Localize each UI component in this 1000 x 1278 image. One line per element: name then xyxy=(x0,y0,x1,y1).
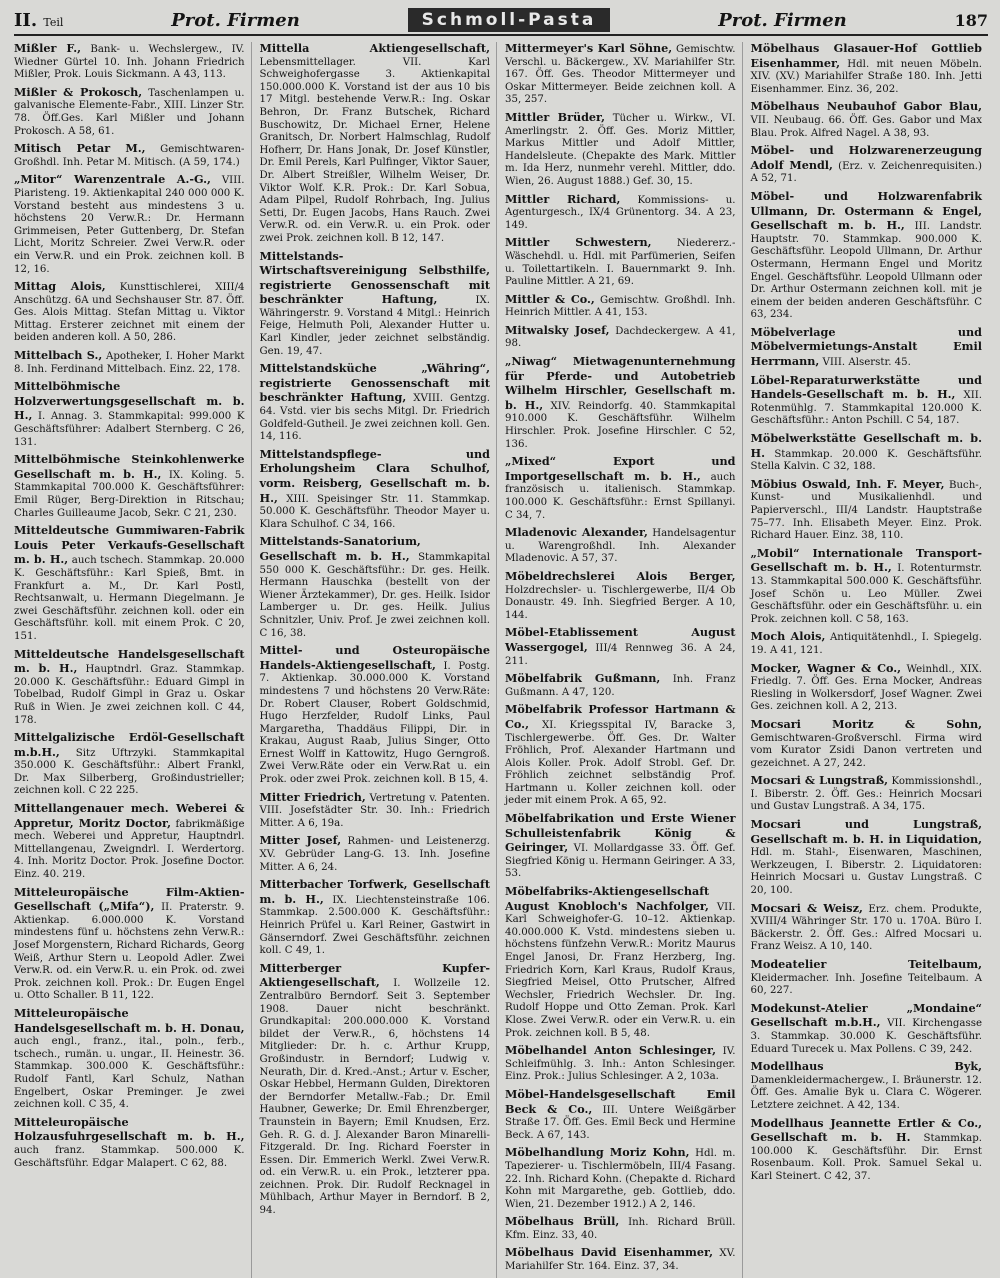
part-label: II. Teil xyxy=(14,9,64,31)
entry-text: auch franz. Stammkap. 500.000 K. Geschäftsführ. Edgar Malapert. C 62, 88. xyxy=(14,1144,245,1169)
entry-text: XV. Mariahilfer Str. 164. Einz. 37, 34. xyxy=(505,1248,736,1273)
entry-text: XI. Kriegsspital IV, Baracke 3, Tischlergewerbe. Öff. Ges. Dr. Walter Fröhlich, Prof. Alexander Hartmann und Alois Koller. Prok. Adolf Strobl. Gef. Dr. Fröhlich zeichnet selbständig Prof. Hartmann u. Koller zeichnen koll. oder jeder mit einem Prok. A 65, 92. xyxy=(505,719,736,807)
directory-entry xyxy=(751,144,983,186)
column-3 xyxy=(505,42,743,1278)
firm-name: Mittelgalizische Erdöl-Gesellschaft m.b.H., xyxy=(14,730,245,759)
entry-text: I. Wollzeile 12. Zentralbüro Berndorf. Seit 3. September 1908. Dauer nicht beschränkt. Grundkapital: 200.000.000 K. Vorstand bildet der Verw.R., 6, höchstens 14 Mitglieder: Dr. h. c. Arthur Krupp, Großindustr. in Berndorf; Ludwig v. Neurath, Dir. d. Kred.-Anst.; Artur v. Escher, Oskar Hebbel, Hermann Gulden, Direktoren der Berndorfer Metallw.-Fab.; Dr. Emil Haubner, Gewerke; Dr. Emil Ehrenzberger, Traunstein in Bayern; Emil Knudsen, Erz. Geh. R. G. d. J. Alexander Baron Minarelli-Fitzgerald. Dr. Ing. Richard Foerster in Essen. Dir. Emmerich Werkl. Zwei Verw.R. od. ein Verw.R. u. ein Prok., letzterer ppa. zeichnen. Prok. Dir. Rudolf Recknagel in Mühlbach, Arthur Mayer in Berndorf. B 2, 94. xyxy=(259,978,490,1217)
firm-name: Mitter Friedrich, xyxy=(259,789,366,804)
entry-text: XIV. Reindorfg. 40. Stammkapital 910.000 K. Geschäftsführ. Wilhelm Hirschler. Prok. Josefine Hirschler. C 52, 136. xyxy=(505,400,736,450)
directory-entry xyxy=(505,1246,736,1273)
firm-name: Möbelhaus Glasauer-Hof Gottlieb Eisenhammer, xyxy=(750,41,982,70)
directory-entry xyxy=(14,1007,245,1112)
directory-entry xyxy=(505,355,736,451)
entry-text: IV. Schleifmühlg. 3. Inh.: Anton Schlesinger. Einz. Prok.: Julius Schlesinger. A 2, 103a. xyxy=(505,1046,736,1083)
firm-name: Mitterberger Kupfer-Aktiengesellschaft, xyxy=(259,960,490,990)
directory-entry xyxy=(260,791,491,831)
firm-name: Möbelhaus David Eisenhammer, xyxy=(505,1245,713,1260)
directory-entry xyxy=(260,878,491,958)
firm-name: Möbelhandel Anton Schlesinger, xyxy=(505,1043,716,1058)
firm-name: Mittler Schwestern, xyxy=(505,235,652,250)
entry-text: Stammkap. 20.000 K. Geschäftsführ. Stella Kalvin. C 32, 188. xyxy=(750,448,982,473)
entry-text: VII. Neubaug. 66. Öff. Ges. Gabor und Max Blau. Prok. Alfred Nagel. A 38, 93. xyxy=(750,114,982,139)
directory-entry xyxy=(14,42,245,82)
entry-text: Tücher u. Wirkw., VI. Amerlingstr. 2. Öff. Ges. Moriz Mittler, Markus Mittler und Adolf Mittler, Handelsleute. (Chepakte des Mark. Mittler m. Ida Herz, nunmehr verehl. Mittler, ddo. Wien, 26. August 1888.) Gef. 30, 15. xyxy=(505,112,736,187)
entry-text: Damenkleidermachergew., I. Bräunerstr. 12. Öff. Ges. Amalie Byk u. Clara C. Wögerer. Letztere zeichnet. A 42, 134. xyxy=(750,1074,982,1111)
firm-name: Mocsari und Lungstraß, Gesellschaft m. b. H. in Liquidation, xyxy=(750,817,982,846)
firm-name: Mitteldeutsche Gummiwaren-Fabrik Louis Peter Verkaufs-Gesellschaft m. b. H., xyxy=(14,523,245,567)
entry-text: Stammkapital 550 000 K. Geschäftsführ.: Dr. ges. Heilk. Hermann Hauschka (bestellt von der Wiener Ärztekammer), Dr. ges. Heilk. Isidor Lamberger u. Dr. ges. Heilk. Julius Schnitzler, Univ. Prof. Je zwei zeichnen koll. C 16, 38. xyxy=(259,551,490,639)
entry-text: Kleidermacher. Inh. Josefine Teitelbaum. A 60, 227. xyxy=(750,972,982,997)
directory-entry xyxy=(751,1002,983,1056)
entry-text: Hdl. m. Tapezierer- u. Tischlermöbeln, III/4 Fasang. 22. Inh. Richard Kohn. (Chepakte d. Richard Kohn mit Margarethe, geb. Gottlieb, ddo. Wien, 21. Dezember 1912.) A 2, 146. xyxy=(505,1148,736,1210)
directory-entry xyxy=(505,626,736,668)
entry-text: III. Untere Weißgärber Straße 17. Öff. Ges. Emil Beck und Hermine Beck. A 67, 143. xyxy=(505,1104,736,1141)
directory-entry xyxy=(260,250,491,359)
firm-name: Mittag Alois, xyxy=(14,279,106,294)
firm-name: Mitteleuropäische Film-Aktien-Gesellschaft („Mifa“), xyxy=(14,884,245,914)
directory-entry xyxy=(260,834,491,874)
directory-entry xyxy=(14,280,245,345)
column-4 xyxy=(751,42,989,1278)
firm-name: „Mixed“ Export und Importgesellschaft m. b. H., xyxy=(505,454,736,483)
firm-name: Möbelhandlung Moriz Kohn, xyxy=(505,1145,690,1160)
entry-text: I. Rotenturmstr. 13. Stammkapital 500.000 K. Geschäftsführ. Josef Schön u. Leo Müller. Zwei Geschäftsführ. oder ein Geschäftsführ. u. ein Prok. zeichnen koll. C 58, 163. xyxy=(750,563,982,625)
directory-entry xyxy=(505,1088,736,1142)
directory-entry xyxy=(14,453,245,520)
directory-entry xyxy=(14,173,245,276)
firm-name: Möbelfabrikation und Erste Wiener Schulleistenfabrik König & Geiringer, xyxy=(505,811,736,855)
entry-text: Apotheker, I. Hoher Markt 8. Inh. Ferdinand Mittelbach. Einz. 22, 178. xyxy=(14,351,245,375)
entry-text: XII. Rotenmühlg. 7. Stammkapital 120.000 K. Geschäftsführ.: Anton Pschill. C 54, 187. xyxy=(750,390,982,427)
entry-text: Kommissions- u. Agenturgesch., IX/4 Grünentorg. 34. A 23, 149. xyxy=(505,194,736,231)
firm-name: Mittelböhmische Holzverwertungsgesellschaft m. b. H., xyxy=(14,379,245,423)
entry-text: auch engl., franz., ital., poln., ferb., tschech., rumän. u. ungar., II. Heinestr. 36. Stammkap. 300.000 K. Geschäftsführ.: Rudolf Fantl, Karl Schulz, Nathan Engelbert, Oskar Preminger. Je zwei zeichnen koll. C 35, 4. xyxy=(14,1036,245,1111)
directory-entry xyxy=(505,193,736,233)
firm-name: Möbius Oswald, Inh. F. Meyer, xyxy=(750,476,945,491)
entry-text: I. Annag. 3. Stammkapital: 999.000 K Geschäftsführer: Adalbert Sternberg. C 26, 131. xyxy=(14,411,245,448)
publisher-banner: Schmoll-Pasta xyxy=(408,8,611,32)
entry-text: Hdl. mit neuen Möbeln. XIV. (XV.) Mariahilfer Straße 180. Inh. Jetti Eisenhammer. Einz. 36, 202. xyxy=(750,58,982,95)
firm-name: Möbel- und Holzwarenerzeugung Adolf Mendl, xyxy=(750,143,982,172)
directory-entry xyxy=(14,648,245,728)
directory-entry xyxy=(260,448,491,532)
directory-entry xyxy=(505,1044,736,1084)
firm-name: Mittelstandsküche „Währing“, registrierte Genossenschaft mit beschränkter Haftung, xyxy=(259,361,490,405)
entry-text: IX. Liechtensteinstraße 106. Stammkap. 2.500.000 K. Geschäftsführ.: Heinrich Prüfel u. Karl Reiner, Gastwirt in Gänserndorf. Zwei Geschäftsführ. zeichnen koll. C 49, 1. xyxy=(259,894,490,957)
entry-text: Gemischtwaren-Großverschl. Firma wird vom Kurator Zsidi Danon vertreten und gezeichnet. A 27, 242. xyxy=(750,732,982,769)
directory-entry xyxy=(14,86,245,138)
entry-text: XIII. Speisinger Str. 11. Stammkap. 50.000 K. Geschäftsführ. Theodor Mayer u. Klara Schulhof. C 34, 166. xyxy=(259,493,490,530)
firm-name: Möbel-Etablissement August Wassergogel, xyxy=(505,625,736,654)
firm-name: Modellhaus Byk, xyxy=(750,1059,982,1074)
entry-text: Holzdrechsler- u. Tischlergewerbe, II/4 Ob Donaustr. 49. Inh. Siegfried Berger. A 10, 144. xyxy=(505,584,736,621)
directory-entry xyxy=(14,802,245,882)
directory-entry xyxy=(751,630,983,657)
firm-name: Möbelfabriks-Aktiengesellschaft August Knobloch's Nachfolger, xyxy=(505,884,710,913)
directory-entry xyxy=(14,380,245,449)
directory-entry xyxy=(751,547,983,627)
firm-name: Mitteldeutsche Handelsgesellschaft m. b. H., xyxy=(14,646,245,676)
firm-name: Mittelstands-Wirtschaftsvereinigung Selbsthilfe, registrierte Genossenschaft mit beschränkter Haftung, xyxy=(259,248,490,307)
directory-entry xyxy=(505,293,736,320)
firm-name: Mittellangenauer mech. Weberei & Appretur, Moritz Doctor, xyxy=(14,801,245,830)
entry-text: Gemischtw. Verschl. u. Bäckergew., XV. Mariahilfer Str. 167. Öff. Ges. Theodor Mittermeyer und Oskar Mittermeyer. Beide zeichnen koll. A 35, 257. xyxy=(505,44,736,106)
firm-name: Modekunst-Atelier „Mondaine“ Gesellschaft m.b.H., xyxy=(750,1000,982,1030)
entry-text: Inh. Franz Gußmann. A 47, 120. xyxy=(505,674,736,698)
directory-entry xyxy=(751,326,983,370)
entry-text: Rahmen- und Leistenerzg. XV. Gebrüder Lang-G. 13. Inh. Josefine Mitter. A 6, 24. xyxy=(259,836,490,873)
directory-entry xyxy=(260,644,491,787)
directory-entry xyxy=(751,432,983,474)
firm-name: Mitisch Petar M., xyxy=(14,141,146,156)
firm-name: Mittella Aktiengesellschaft, xyxy=(259,41,490,55)
firm-name: Möbelfabrik Professor Hartmann & Co., xyxy=(505,702,736,731)
directory-entry xyxy=(751,1117,983,1184)
entry-text: VII. Kirchengasse 3. Stammkap. 30.000 K. Geschäftsführ. Eduard Turecek u. Max Pollens. C 39, 242. xyxy=(750,1018,982,1055)
firm-name: Mittelbach S., xyxy=(14,348,103,363)
directory-entry xyxy=(505,42,736,107)
entry-text: Taschenlampen u. galvanische Elemente-Fabr., XIII. Linzer Str. 78. Öff.Ges. Karl Mißler und Johann Prokosch. A 58, 61. xyxy=(14,87,245,137)
entry-text: fabrikmäßige mech. Weberei und Appretur, Hauptndrl. Mittellangenau, Zweigndrl. I. Werdertorg. 4. Inh. Moritz Doctor. Prok. Josefine Doctor. Einz. 40. 219. xyxy=(14,818,245,881)
entry-text: (Erz. v. Zeichenrequisiten.) A 52, 71. xyxy=(750,160,982,185)
directory-entry xyxy=(505,885,736,1040)
entry-text: Gemischtwaren-Großhdl. Inh. Petar M. Mitisch. (A 59, 174.) xyxy=(14,144,245,168)
firm-name: „Mitor“ Warenzentrale A.-G., xyxy=(14,172,211,187)
directory-entry xyxy=(505,570,736,622)
entry-text: VII. Karl Schweighofer-G. 10–12. Aktienkap. 40.000.000 K. Vstd. mindestens sieben u. höchstens fünfzehn Verw.R.: Moritz Maurus Engel Janosi, Dr. Franz Herzberg, Ing. Friedrich Korn, Karl Kraus, Rudolf Kraus, Siegfried Meisel, Otto Prutscher, Alfred Wechsler, Friedrich Wechsler. Dr. Ing. Rudolf Hoppe und Otto Zeman. Prok. Karl Klose. Zwei Verw.R. oder ein Verw.R. u. ein Prok. zeichnen koll. B 5, 48. xyxy=(505,901,736,1039)
directory-entry xyxy=(505,1215,736,1242)
firm-name: Moch Alois, xyxy=(750,629,826,644)
entry-text: VIII. Alserstr. 45. xyxy=(822,357,911,369)
entry-text: III/4 Rennweg 36. A 24, 211. xyxy=(505,642,736,667)
entry-text: Bank- u. Wechslergew., IV. Wiedner Gürtel 10. Inh. Johann Friedrich Mißler, Prok. Louis Sickmann. A 43, 113. xyxy=(14,44,245,81)
firm-name: Mocsari Moritz & Sohn, xyxy=(750,716,982,731)
firm-name: Mittler & Co., xyxy=(505,291,595,306)
firm-name: Möbel-Handelsgesellschaft Emil Beck & Co., xyxy=(505,1086,736,1116)
entry-text: Handelsagentur u. Warengroßhdl. Inh. Alexander Mladenovic. A 57, 37. xyxy=(505,528,736,565)
directory-entry xyxy=(260,962,491,1218)
entry-text: Weinhdl., XIX. Friedlg. 7. Öff. Ges. Erna Mocker, Andreas Riesling in Wolkersdorf, Josef Wagner. Zwei Ges. zeichnen koll. A 2, 213. xyxy=(750,663,983,713)
entry-text: VIII. Piaristeng. 19. Aktienkapital 240 000 000 K. Vorstand besteht aus mindestens 3 u. höchstens 20 Verw.R.: Dr. Hermann Grimmeisen, Peter Guttenberg, Dr. Stefan Licht, Moritz Schreier. Zwei Verw.R. oder ein Verw.R. und ein Prok. zeichnen koll. B 12, 16. xyxy=(14,175,245,275)
columns-container xyxy=(14,41,988,1273)
firm-name: Löbel-Reparaturwerkstätte und Handels-Gesellschaft m. b. H., xyxy=(750,372,982,402)
directory-entry xyxy=(505,812,736,881)
entry-text: auch französisch u. italienisch. Stammkap. 100.000 K. Geschäftsführ.: Ernst Spillanyi. C 34, 7. xyxy=(505,471,736,521)
directory-entry xyxy=(14,731,245,798)
entry-text: III. Landstr. Hauptstr. 70. Stammkap. 900.000 K. Geschäftsführ. Leopold Ullmann, Dr. Arthur Ostermann, Hermann Engel und Moritz Engel. Geschäftsführ. Leopold Ullmann oder Dr. Arthur Ostermann zeichnen koll. mit je einem der beiden anderen Geschäftsführ. C 63, 234. xyxy=(750,221,983,321)
firm-name: Mocker, Wagner & Co., xyxy=(750,660,902,675)
directory-entry xyxy=(751,774,983,814)
firm-name: Mladenovic Alexander, xyxy=(505,525,648,540)
firm-name: Möbel- und Holzwarenfabrik Ullmann, Dr. Ostermann & Engel, Gesellschaft m. b. H., xyxy=(750,188,982,233)
firm-name: Möbelhaus Neubauhof Gabor Blau, xyxy=(750,99,982,114)
entry-text: Hdl. m. Stahl-, Eisenwaren, Maschinen, Werkzeugen, I. Biberstr. 2. Liquidatoren: Heinrich Mocsari u. Gustav Lungstraß. C 20, 100. xyxy=(750,847,982,897)
directory-entry xyxy=(505,111,736,189)
entry-text: Sitz Uftrzyki. Stammkapital 350.000 K. Geschäftsführ.: Albert Frankl, Dr. Max Silberberg, Großindustrieller; zeichnen koll. C 22 225. xyxy=(14,747,245,797)
firm-name: Mitter Josef, xyxy=(259,833,342,848)
directory-entry xyxy=(260,42,491,246)
directory-entry xyxy=(260,535,491,640)
entry-text: auch tschech. Stammkap. 20.000 K. Geschäftsführ.: Karl Spieß, Bmt. in Frankfurt a. M., Dr. Karl Postl, Rechtsanwalt, u. Hermann Diegelmann. Je zwei Geschäftsführ. zeichnen koll. oder ein Geschäftsführ. koll. mit einem Prok. C 20, 151. xyxy=(14,555,245,642)
entry-text: Hauptndrl. Graz. Stammkap. 20.000 K. Geschäftsführ.: Eduard Gimpl in Tobelbad, Rudolf Gimpl in Graz u. Oskar Ruß in Wien. Je zwei zeichnen koll. C 44, 178. xyxy=(14,664,245,726)
directory-entry xyxy=(14,349,245,376)
entry-text: II. Praterstr. 9. Aktienkap. 6.000.000 K. Vorstand mindestens fünf u. höchstens zehn Verw.R.: Josef Morgenstern, Richard Richards, Georg Weiß, Arthur Stern u. Leopold Adler. Zwei Verw.R. od. ein Verw.R. u. ein Prok. od. zwei Prok. zeichnen koll. Prok.: Dr. Eugen Engel u. Otto Schaller. B 11, 122. xyxy=(14,902,245,1002)
entry-text: IX. Koling. 5. Stammkapital 700.000 K. Geschäftsführer: Emil Rüger, Berg-Direktion in Ritschau; Charles Guilleaume Jacob, Sekr. C 21, 230. xyxy=(14,469,245,519)
entry-text: Kommissionshdl., I. Biberstr. 2. Öff. Ges.: Heinrich Mocsari und Gustav Lungstraß. A 34, 175. xyxy=(750,776,982,813)
entry-text: Inh. Richard Brüll. Kfm. Einz. 33, 40. xyxy=(505,1217,736,1241)
firm-name: Mittel- und Osteuropäische Handels-Aktiengesellschaft, xyxy=(259,643,490,672)
entry-text: Stammkap. 100.000 K. Geschäftsführ. Dir. Ernst Rosenbaum. Koll. Prok. Samuel Sekal u. Karl Steinert. C 42, 37. xyxy=(750,1133,982,1182)
section-title-right: Prot. Firmen xyxy=(718,9,847,31)
firm-name: Modellhaus Jeannette Ertler & Co., Gesellschaft m. b. H. xyxy=(750,1115,982,1145)
directory-entry xyxy=(751,662,983,714)
directory-entry xyxy=(14,142,245,169)
firm-name: „Mobil“ Internationale Transport-Gesellschaft m. b. H., xyxy=(750,545,982,575)
entry-text: I. Postg. 7. Aktienkap. 30.000.000 K. Vorstand mindestens 7 und höchstens 20 Verw.Räte: Dr. Robert Clauser, Robert Goldschmid, Hugo Herzfelder, Rudolf Links, Paul Margaretha, Thaddäus Filippi, Dir. in Krakau, August Raab, Julius Singer, Otto Ernest Wolff in Kattowitz, Hugo Gerngroß. Zwei Verw.Räte oder ein Verw.Rat u. ein Prok. oder zwei Prok. zeichnen koll. B 15, 4. xyxy=(259,660,490,786)
firm-name: Mitwalsky Josef, xyxy=(505,322,610,337)
firm-name: Mittelstandspflege- und Erholungsheim Clara Schulhof, vorm. Reisberg, Gesellschaft m. b. H., xyxy=(259,446,490,505)
firm-name: Mitterbacher Torfwerk, Gesellschaft m. b. H., xyxy=(259,877,490,906)
entry-text: Kunsttischlerei, XIII/4 Anschützg. 6A und Sechshauser Str. 87. Öff. Ges. Alois Mittag. Stefan Mittag u. Viktor Mittag. Ersterer zeichnet mit einem der beiden anderen koll. A 50, 286. xyxy=(14,282,245,344)
firm-name: Möbelhaus Brüll, xyxy=(505,1214,620,1229)
directory-entry xyxy=(14,886,245,1003)
firm-name: Mittermeyer's Karl Söhne, xyxy=(505,41,673,55)
column-2 xyxy=(260,42,498,1278)
entry-text: Niedererz.- Wäschehdl. u. Hdl. mit Parfümerien, Seifen u. Toilettartikeln. I. Bauernmarkt 9. Inh. Pauline Mittler. A 21, 69. xyxy=(505,238,736,288)
firm-name: Mocsari & Weisz, xyxy=(750,900,863,915)
entry-text: Dachdeckergew. A 41, 98. xyxy=(505,325,736,350)
entry-text: XVIII. Gentzg. 64. Vstd. vier bis sechs Mitgl. Dr. Friedrich Goldfeld-Gutheil. Je zwei zeichnen koll. Gen. 14, 116. xyxy=(259,393,490,443)
directory-entry xyxy=(751,190,983,322)
directory-entry xyxy=(751,902,983,954)
directory-entry xyxy=(751,100,983,140)
directory-entry xyxy=(505,455,736,522)
firm-name: Möbelwerkstätte Gesellschaft m. b. H. xyxy=(750,431,982,460)
firm-name: Mitteleuropäische Holzausfuhrgesellschaft m. b. H., xyxy=(14,1114,245,1144)
directory-entry xyxy=(505,703,736,808)
firm-name: Modeatelier Teitelbaum, xyxy=(750,957,982,971)
directory-entry xyxy=(751,1060,983,1112)
entry-text: Vertretung v. Patenten. VIII. Josefstädter Str. 30. Inh.: Friedrich Mitter. A 6, 19a. xyxy=(259,792,490,829)
directory-entry xyxy=(751,818,983,898)
column-1 xyxy=(14,42,252,1278)
entry-text: VI. Mollardgasse 33. Öff. Gef. Siegfried König u. Hermann Geiringer. A 33, 53. xyxy=(505,843,736,880)
directory-entry xyxy=(751,42,983,96)
directory-entry xyxy=(505,672,736,699)
firm-name: Mittelstands-Sanatorium, Gesellschaft m. b. H., xyxy=(259,534,421,563)
firm-name: Mittelböhmische Steinkohlenwerke Gesellschaft m. b. H., xyxy=(14,452,245,481)
directory-entry xyxy=(505,324,736,351)
directory-entry xyxy=(14,524,245,643)
directory-entry xyxy=(505,526,736,566)
page-number: 187 xyxy=(954,10,988,30)
firm-name: Mocsari & Lungstraß, xyxy=(750,773,889,788)
firm-name: Mitteleuropäische Handelsgesellschaft m. b. H. Donau, xyxy=(14,1005,245,1035)
entry-text: Lebensmittellager. VII. Karl Schweighofergasse 3. Aktienkapital 150.000.000 K. Vorstand ist der aus 10 bis 17 Mitgl. bestehende Verw.R.: Ing. Oskar Behron, Dr. Franz Butschek, Richard Buschowitz, Dr. Michael Erner, Helene Granitsch, Dr. Norbert Halmschlag, Rudolf Hofherr, Dr. Hans Jonak, Dr. Josef Künstler, Dr. Emil Perels, Karl Pulfinger, Viktor Sauer, Dr. Albert Streißler, Wilhelm Weiser, Dr. Viktor Wolf. K.R. Prok.: Dr. Karl Sobua, Adam Pilpel, Rudolf Rohrbach, Ing. Julius Setti, Dr. Eugen Jacobs, Hans Rauch. Zwei Verw.R. od. ein Verw.R. u. ein Prok. oder zwei Prok. zeichnen koll. B 12, 147. xyxy=(259,56,490,244)
firm-name: Mißler F., xyxy=(14,41,82,55)
entry-text: Antiquitätenhdl., I. Spiegelg. 19. A 41, 121. xyxy=(750,632,982,656)
directory-entry xyxy=(260,362,491,444)
page-header xyxy=(14,6,988,36)
firm-name: Mittler Brüder, xyxy=(505,109,606,124)
entry-text: Gemischtw. Großhdl. Inh. Heinrich Mittler. A 41, 153. xyxy=(505,294,736,319)
directory-entry xyxy=(751,478,983,543)
firm-name: Möbeldrechslerei Alois Berger, xyxy=(505,568,736,583)
directory-entry xyxy=(751,958,983,998)
entry-text: Buch-, Kunst- und Musikalienhdl. und Papierverschl., III/4 Landstr. Hauptstraße 75–77. Inh. Elisabeth Meyer. Einz. Prok. Richard Hauer. Einz. 38, 110. xyxy=(750,479,982,542)
directory-entry xyxy=(751,374,983,428)
firm-name: Möbelfabrik Gußmann, xyxy=(505,671,661,686)
firm-name: Mißler & Prokosch, xyxy=(14,84,143,99)
directory-entry xyxy=(505,236,736,288)
entry-text: IX. Währingerstr. 9. Vorstand 4 Mitgl.: Heinrich Feige, Helmuth Poli, Alexander Hutter u. Karl Kindler, jeder zeichnet selbständig. Gen. 19, 47. xyxy=(259,295,490,357)
firm-name: Möbelverlage und Möbelvermietungs-Anstalt Emil Herrmann, xyxy=(750,324,982,369)
firm-name: „Niwag“ Mietwagenunternehmung für Pferde- und Autobetrieb Wilhelm Hirschler, Gesellschaft m. b. H., xyxy=(505,354,736,412)
directory-entry xyxy=(14,1116,245,1170)
section-title-left: Prot. Firmen xyxy=(171,9,300,31)
entry-text: Erz. chem. Produkte, XVIII/4 Währinger Str. 170 u. 170A. Büro I. Bäckerstr. 2. Öff. Ges.: Alfred Mocsari u. Franz Weisz. A 10, 140. xyxy=(750,903,982,953)
firm-name: Mittler Richard, xyxy=(505,191,621,206)
directory-entry xyxy=(751,718,983,770)
directory-entry xyxy=(505,1146,736,1211)
